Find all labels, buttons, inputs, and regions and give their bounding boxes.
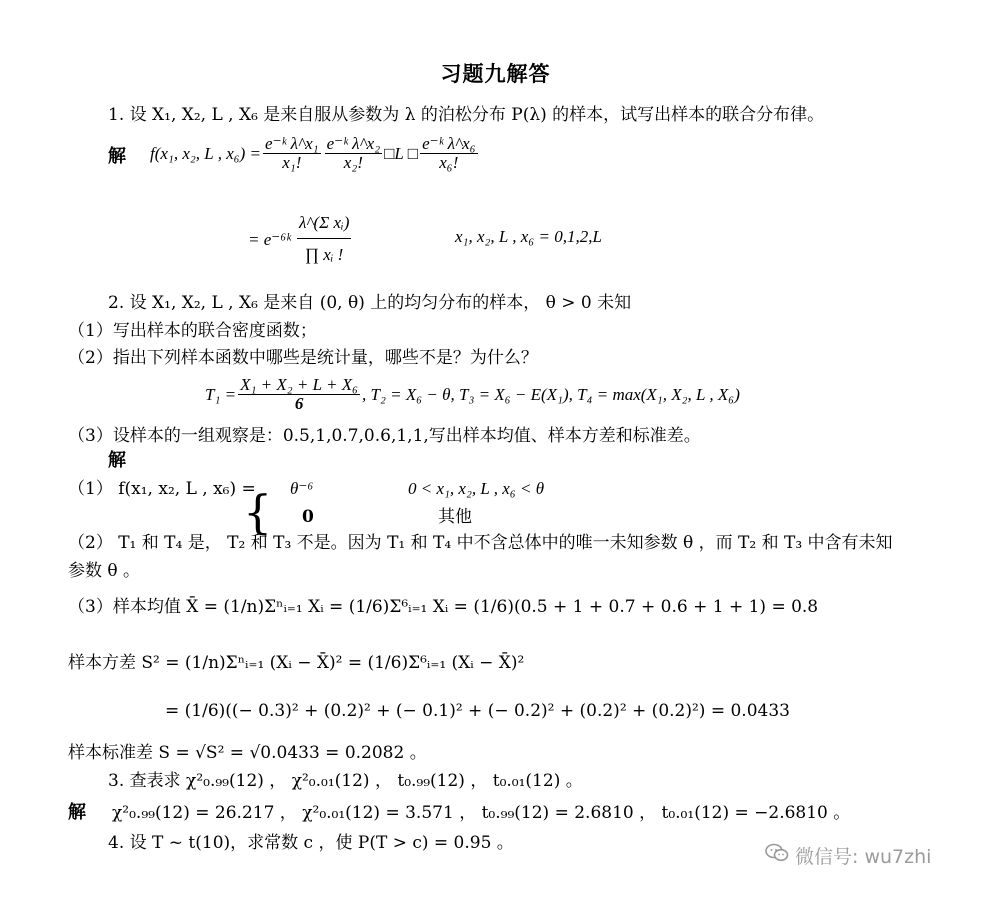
question-4: 4. 设 T ~ t(10)，求常数 c ，使 P(T > c) = 0.95 。	[108, 833, 514, 853]
q2-solution-label: 解	[108, 450, 126, 471]
question-1: 1. 设 X₁, X₂, L , X₆ 是来自服从参数为 λ 的泊松分布 P(λ) 的样本，试写出样本的联合分布律。	[108, 105, 825, 125]
q2-answer3-variance-calc: = (1/6)((− 0.3)² + (0.2)² + (− 0.1)² + (− 0.2)² + (0.2)² + (0.2)²) = 0.0433	[165, 701, 790, 721]
q2-answer3-mean: （3）样本均值 X̄ = (1/n)Σⁿᵢ₌₁ Xᵢ = (1/6)Σ⁶ᵢ₌₁ Xᵢ = (1/6)(0.5 + 1 + 0.7 + 0.6 + 1 + 1) = 0.8	[68, 597, 819, 617]
q1-joint-distribution-line2	[248, 208, 353, 271]
q2-answer1-case1-value: θ⁻⁶	[290, 479, 314, 498]
q1-term2-num: e⁻ᵏ λ^x₂	[326, 134, 381, 153]
q2-answer3-std-dev: 样本标准差 S = √S² = √0.0433 = 0.2082 。	[68, 743, 427, 763]
q1-term1	[263, 135, 321, 172]
q2-answer1-case2-value: 0	[302, 507, 314, 527]
piecewise-brace: {	[243, 485, 273, 539]
q2-answer2-line2: 参数 θ 。	[68, 561, 141, 581]
q1-term2	[325, 135, 383, 172]
q2-part3: （3）设样本的一组观察是：0.5,1,0.7,0.6,1,1,写出样本均值、样本方差和标准差。	[68, 426, 701, 446]
q2-formula-lhs: T₁ =	[205, 384, 237, 404]
q1-line2-prefix: = e⁻⁶ᵏ	[248, 229, 291, 249]
watermark-text: 微信号: wu7zhi	[795, 846, 932, 868]
question-2: 2. 设 X₁, X₂, L , X₆ 是来自 (0, θ) 上的均匀分布的样本， θ > 0 未知	[108, 293, 632, 313]
q1-term2-den: x₂!	[343, 153, 363, 172]
watermark	[765, 842, 931, 869]
q1-term3	[420, 135, 478, 172]
q3-solution-label: 解	[68, 802, 86, 823]
q2-part2: （2）指出下列样本函数中哪些是统计量，哪些不是？为什么？	[68, 348, 538, 368]
q2-answer2-line1: （2） T₁ 和 T₄ 是， T₂ 和 T₃ 不是。因为 T₁ 和 T₄ 中不含总体中的唯一未知参数 θ ，而 T₂ 和 T₃ 中含有未知	[68, 533, 893, 553]
wechat-icon	[765, 842, 789, 869]
q2-formula-fraction	[238, 376, 360, 413]
q2-answer1-case2-condition: 其他	[438, 507, 472, 527]
q2-formula-num: X₁ + X₂ + L + X₆	[240, 375, 359, 394]
q1-line2-fraction	[297, 208, 351, 271]
q1-term1-num: e⁻ᵏ λ^x₁	[265, 134, 319, 153]
q1-dots: □L □	[384, 143, 419, 163]
q2-answer3-variance: 样本方差 S² = (1/n)Σⁿᵢ₌₁ (Xᵢ − X̄)² = (1/6)Σ⁶ᵢ₌₁ (Xᵢ − X̄)²	[68, 653, 525, 673]
q1-joint-distribution-line1	[150, 135, 480, 172]
q1-term3-num: e⁻ᵏ λ^x₆	[422, 134, 476, 153]
q1-line2-condition: x₁, x₂, L , x₆ = 0,1,2,L	[455, 227, 602, 246]
q1-solution-label: 解	[108, 146, 126, 167]
q1-line2-den: ∏ xᵢ !	[304, 245, 344, 264]
q2-statistics-formula	[205, 376, 740, 413]
page-title: 习题九解答	[440, 61, 551, 86]
q1-term3-den: x₆!	[439, 153, 459, 172]
q2-part1: （1）写出样本的联合密度函数；	[68, 321, 317, 341]
q2-formula-den: 6	[294, 394, 304, 413]
q2-formula-rest: , T₂ = X₆ − θ, T₃ = X₆ − E(X₁), T₄ = max(X₁, X₂, L , X₆)	[362, 384, 740, 404]
q2-answer1-case1-condition: 0 < x₁, x₂, L , x₆ < θ	[408, 479, 545, 498]
q1-term1-den: x₁!	[282, 153, 302, 172]
question-3: 3. 查表求 χ²₀.₉₉(12) ， χ²₀.₀₁(12) ， t₀.₉₉(12) ， t₀.₀₁(12) 。	[108, 771, 583, 791]
q1-lhs: f(x₁, x₂, L , x₆) =	[150, 143, 262, 163]
q2-answer1-lhs: （1） f(x₁, x₂, L , x₆) =	[68, 479, 256, 499]
q3-answer: χ²₀.₉₉(12) = 26.217 ， χ²₀.₀₁(12) = 3.571 ， t₀.₉₉(12) = 2.6810 ， t₀.₀₁(12) = −2.6810 。	[112, 803, 851, 823]
q1-line2-num: λ^(Σ xᵢ)	[297, 208, 351, 239]
